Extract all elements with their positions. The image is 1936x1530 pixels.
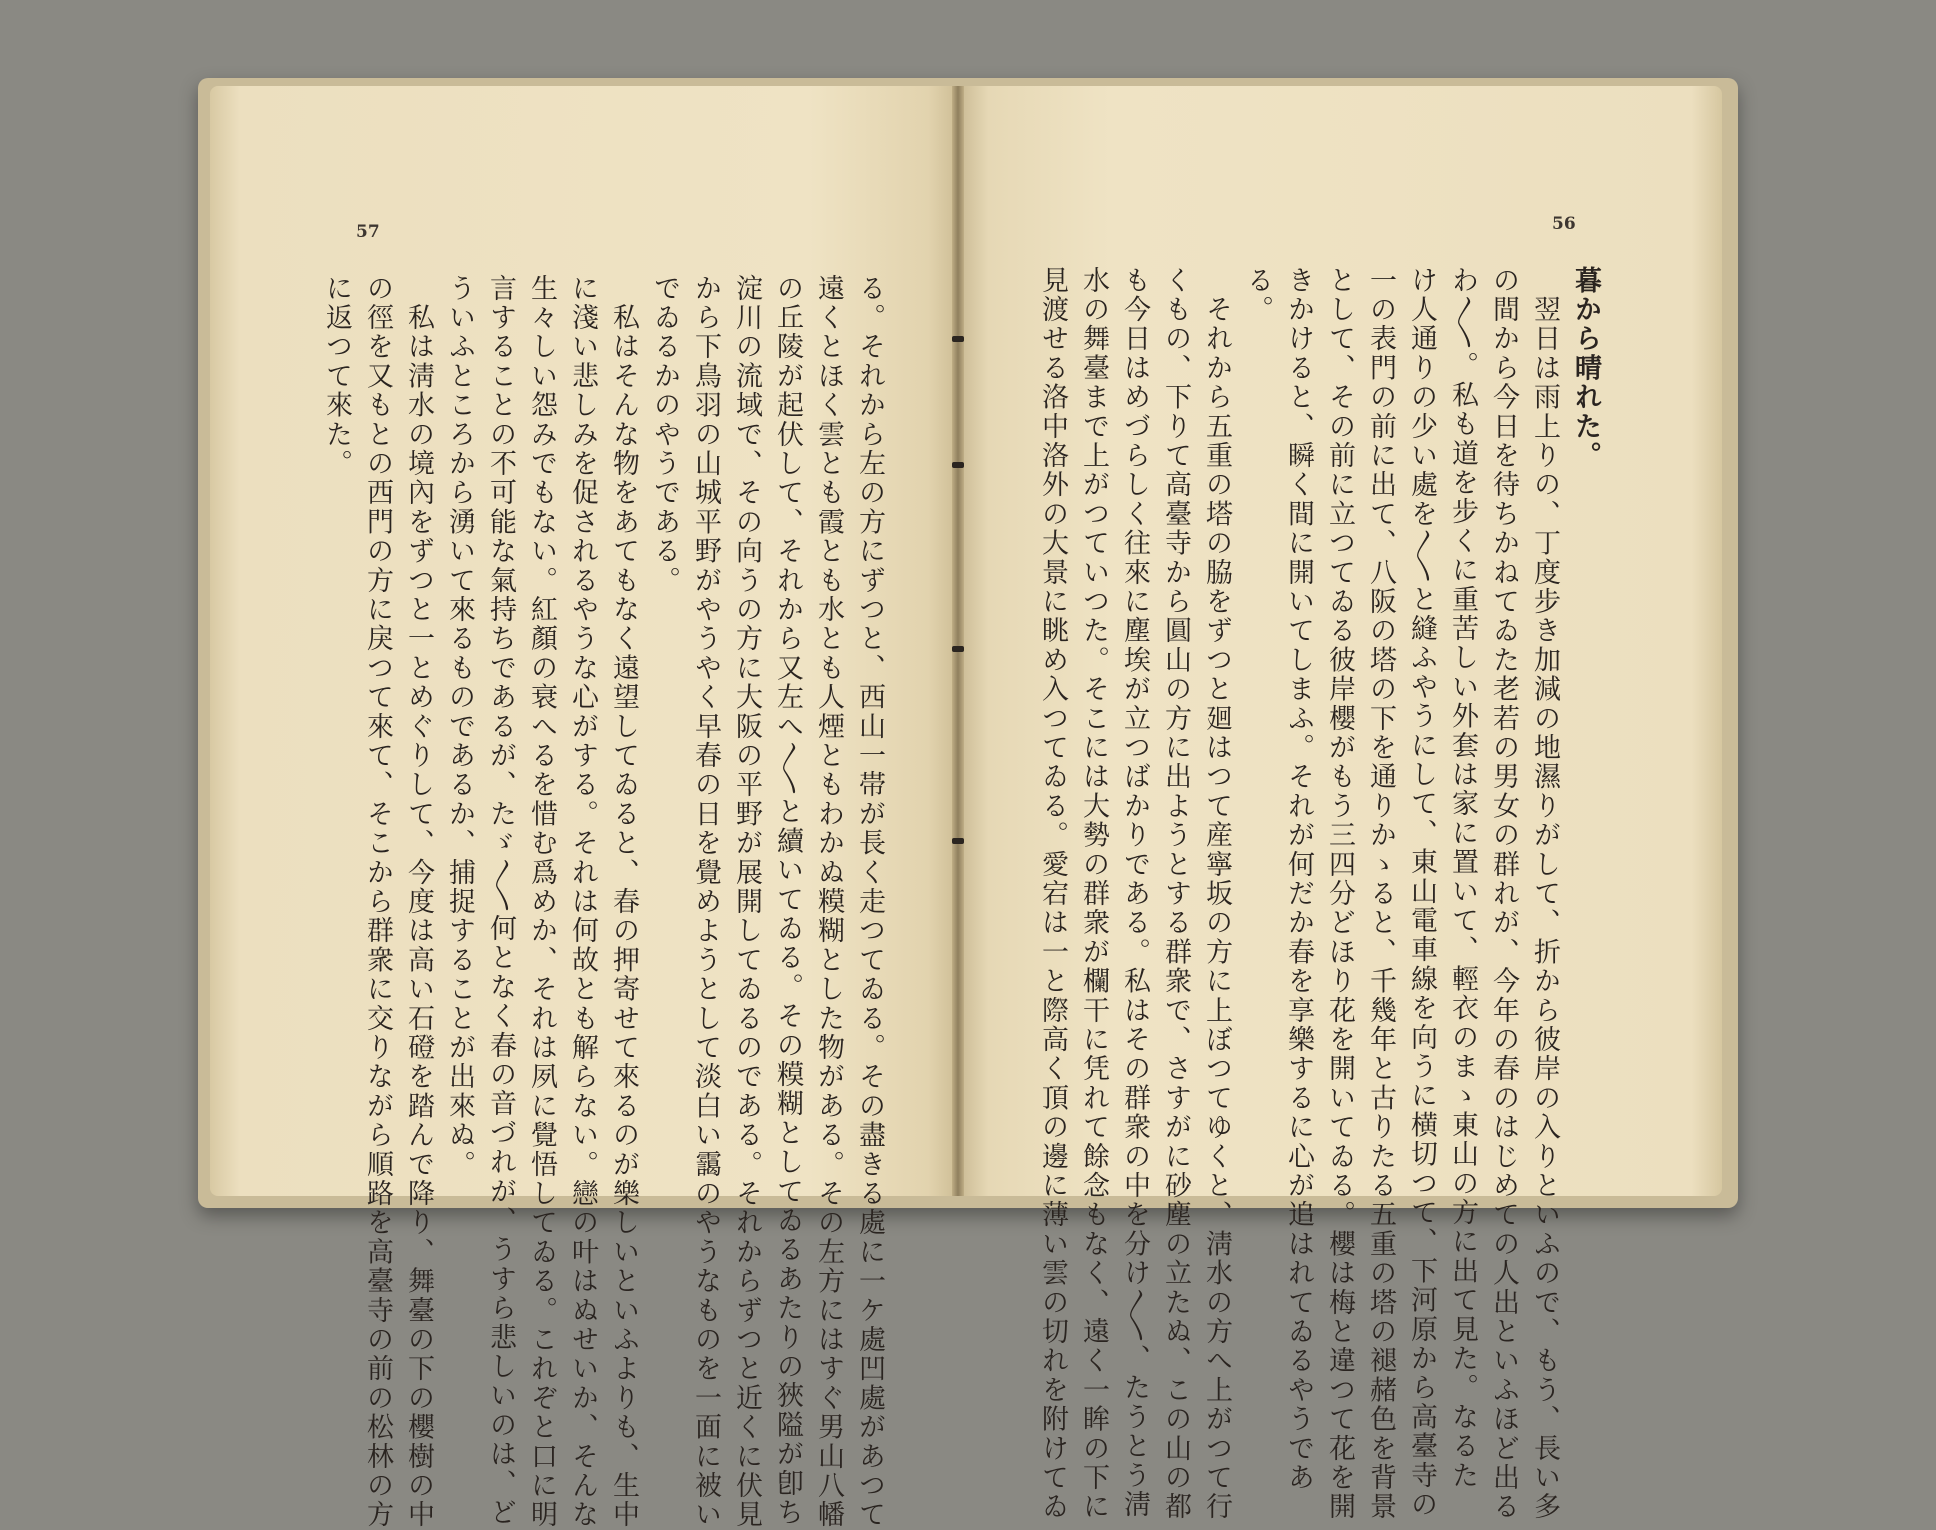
text-line: 水の舞臺まで上がつていつた。そこには大勢の群衆が欄干に凭れて餘念もなく、遠く一眸の下に (1078, 266, 1109, 1522)
binding-stitch (952, 462, 964, 468)
left-page-text (316, 274, 890, 1530)
text-line: の丘陵が起伏して、それから又左へ〳〵と續いてゐる。その糢糊としてゐるあたりの狹隘が卽ち (772, 274, 803, 1528)
text-line: ういふところから湧いて來るものであるか、捕捉することが出來ぬ。 (444, 274, 475, 1180)
binding-stitch (952, 336, 964, 342)
text-line: 遠くとほく雲とも霞とも水とも人煙ともわかぬ糢糊とした物がある。その左方にはすぐ男山八幡 (813, 274, 844, 1530)
text-line: きかけると、瞬く間に開いてしまふ。それが何だか春を享樂するに心が追はれてゐるやうであ (1283, 266, 1314, 1493)
text-line: に返つて來た。 (321, 274, 352, 479)
right-page-number: 56 (1552, 214, 1576, 234)
text-line: 生々しい怨みでもない。紅顏の衰へるを惜む爲めか、それは夙に覺悟してゐる。これぞと口に明 (526, 274, 557, 1530)
text-line: る。 (1242, 266, 1273, 325)
text-line: わ〳〵。私も道を步くに重苦しい外套は家に置いて、輕衣のまゝ東山の方に出て見た。なるた (1447, 266, 1478, 1491)
text-line: る。それから左の方にずつと、西山一帯が長く走つてゐる。その盡きる處に一ケ處凹處があつて (854, 274, 885, 1530)
text-line: 一の表門の前に出て、八阪の塔の下を通りかゝると、千幾年と古りたる五重の塔の褪赭色を背景 (1365, 266, 1396, 1522)
text-line: も今日はめづらしく往來に塵埃が立つばかりである。私はその群衆の中を分け〳〵、たうとう淸 (1119, 266, 1150, 1520)
text-line: 暮から晴れた。 (1570, 266, 1601, 471)
text-line: 私はそんな物をあてもなく遠望してゐると、春の押寄せて來るのが樂しいといふよりも、生中 (608, 274, 639, 1530)
text-line: 見渡せる洛中洛外の大景に眺め入つてゐる。愛宕は一と際高く頂の邊に薄い雲の切れを附けてゐ (1037, 266, 1068, 1522)
binding-stitch (952, 646, 964, 652)
text-line: から下鳥羽の山城平野がやうやく早春の日を覺めようとして淡白い靄のやうなものを一面に被い (690, 274, 721, 1530)
text-line: に淺い悲しみを促されるやうな心がする。それは何故とも解らない。戀の叶はぬせいか、そんな (567, 274, 598, 1530)
binding-stitch (952, 838, 964, 844)
text-line: の間から今日を待ちかねてゐた老若の男女の群れが、今年の春のはじめての人出といふほど出る (1488, 266, 1519, 1522)
text-line: でゐるかのやうである。 (649, 274, 680, 596)
left-page-number: 57 (356, 222, 380, 242)
right-page-text (1032, 266, 1606, 1522)
text-line: それから五重の塔の脇をずつと廻はつて産寧坂の方に上ぼつてゆくと、淸水の方へ上がつて行 (1201, 266, 1232, 1522)
text-line: 淀川の流域で、その向うの方に大阪の平野が展開してゐるのである。それからずつと近くに伏見 (731, 274, 762, 1530)
text-line: として、その前に立つてゐる彼岸櫻がもう三四分どほり花を開いてゐる。櫻は梅と違つて花を開 (1324, 266, 1355, 1522)
text-line: 言することの不可能な氣持ちであるが、たゞ〳〵何となく春の音づれが、うすら悲しいのは、ど (485, 274, 516, 1528)
text-line: くもの、下りて高臺寺から圓山の方に出ようとする群衆で、さすがに砂塵の立たぬ、この山の都 (1160, 266, 1191, 1522)
text-line: の徑を又もとの西門の方に戾つて來て、そこから群衆に交りながら順路を高臺寺の前の松林の方 (362, 274, 393, 1530)
book-gutter (952, 86, 964, 1196)
text-line: け人通りの少い處を〳〵と縫ふやうにして、東山電車線を向うに横切つて、下河原から高臺寺の (1406, 266, 1437, 1520)
text-line: 翌日は雨上りの、丁度步き加減の地濕りがして、折から彼岸の入りといふので、もう、長い多 (1529, 266, 1560, 1522)
text-line: 私は淸水の境內をずつと一とめぐりして、今度は高い石磴を踏んで降り、舞臺の下の櫻樹の中 (403, 274, 434, 1530)
